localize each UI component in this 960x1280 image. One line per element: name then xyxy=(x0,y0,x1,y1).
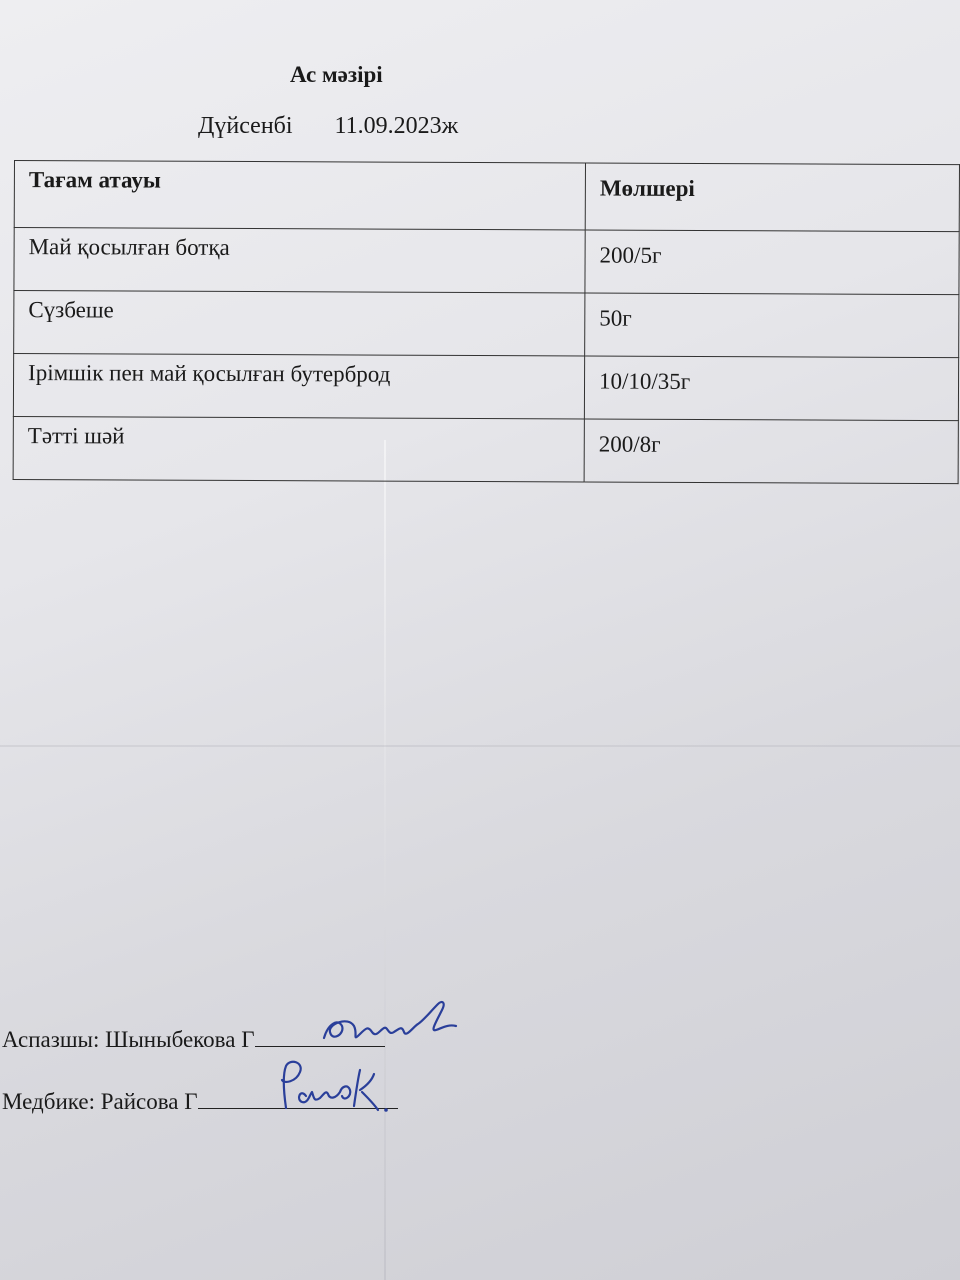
dish-name: Ірімшік пен май қосылған бутерброд xyxy=(13,354,584,419)
header-amount: Мөлшері xyxy=(585,163,959,232)
dish-amount: 10/10/35г xyxy=(584,356,958,421)
date-line xyxy=(198,113,458,140)
table-row xyxy=(14,291,959,358)
dish-name: Сүзбеше xyxy=(14,291,585,356)
header-dish-name: Тағам атауы xyxy=(14,161,585,230)
cook-signature-mark xyxy=(318,996,468,1056)
cook-label: Аспазшы: Шыныбекова Г xyxy=(2,1027,255,1052)
nurse-label: Медбике: Райсова Г xyxy=(2,1089,198,1114)
table-row xyxy=(14,228,959,295)
menu-date: 11.09.2023ж xyxy=(334,113,459,139)
dish-amount: 50г xyxy=(585,293,959,358)
nurse-signature-mark xyxy=(270,1056,400,1120)
document-title: Ас мәзірі xyxy=(290,62,383,87)
dish-amount: 200/8г xyxy=(584,419,958,484)
menu-table xyxy=(13,160,960,484)
dish-amount: 200/5г xyxy=(585,230,959,295)
dish-name: Май қосылған ботқа xyxy=(14,228,585,293)
table-row xyxy=(13,354,958,421)
day-of-week: Дүйсенбі xyxy=(198,113,293,139)
dish-name: Тәтті шәй xyxy=(13,416,584,481)
paper-fold xyxy=(384,440,386,1280)
table-header-row xyxy=(14,161,959,232)
table-row xyxy=(13,416,958,483)
paper-fold-horizontal xyxy=(0,745,960,747)
